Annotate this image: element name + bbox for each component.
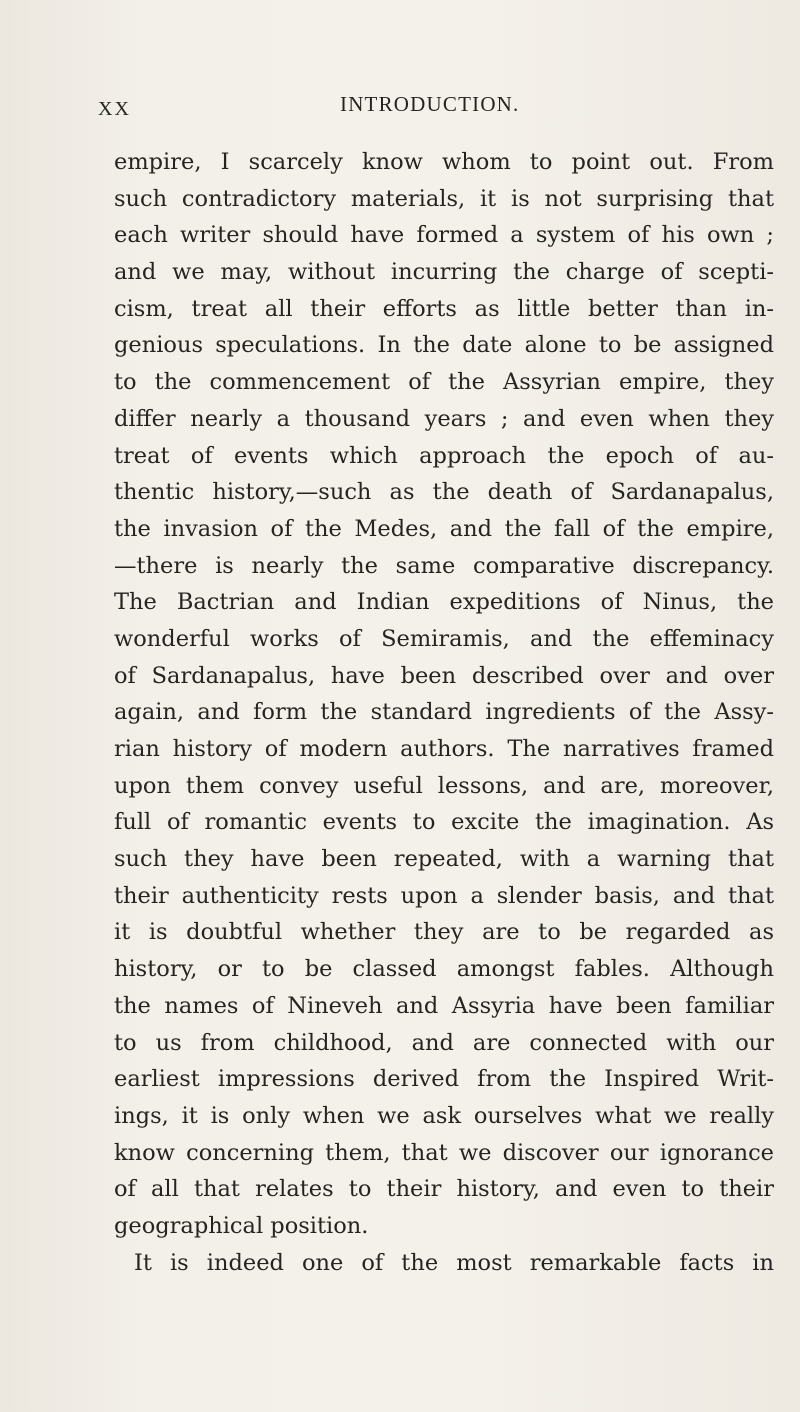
text-line: such they have been repeated, with a warning that [114,846,774,873]
text-line: and we may, without incurring the charge of scepti- [114,259,774,286]
text-line: upon them convey useful lessons, and are, moreover, [114,772,774,799]
text-line: know concerning them, that we discover our ignorance [114,1139,774,1166]
text-line: ings, it is only when we ask ourselves what we really [114,1102,774,1129]
text-line: of all that relates to their history, and even to their [114,1176,774,1203]
text-line: such contradictory materials, it is not surprising that [114,185,774,212]
text-line: thentic history,—such as the death of Sardanapalus, [114,479,774,506]
text-line: geographical position. [114,1212,369,1239]
text-line: history, or to be classed amongst fables. Although [114,956,774,983]
text-line: —there is nearly the same comparative discrepancy. [114,552,774,579]
text-line: genious speculations. In the date alone to be assigned [114,332,774,359]
text-line: the names of Nineveh and Assyria have been familiar [114,992,774,1019]
text-line: The Bactrian and Indian expeditions of Ninus, the [114,589,774,616]
body-text [114,144,774,1281]
text-line: the invasion of the Medes, and the fall of the empire, [114,515,774,542]
text-line: of Sardanapalus, have been described over and over [114,662,774,689]
text-line: again, and form the standard ingredients of the Assy- [114,699,774,726]
text-line: treat of events which approach the epoch of au- [114,442,774,469]
text-line: full of romantic events to excite the imagination. As [114,809,774,836]
running-head: INTRODUCTION. [340,92,520,116]
text-line: earliest impressions derived from the Inspired Writ- [114,1066,774,1093]
text-line: cism, treat all their efforts as little better than in- [114,295,774,322]
text-line: their authenticity rests upon a slender basis, and that [114,882,774,909]
text-line: differ nearly a thousand years ; and even when they [114,405,774,432]
page-header [0,92,800,122]
text-line: to the commencement of the Assyrian empire, they [114,369,774,396]
text-line: rian history of modern authors. The narratives framed [114,736,774,762]
text-line: to us from childhood, and are connected with our [114,1029,774,1056]
text-line: It is indeed one of the most remarkable facts in [134,1249,774,1276]
text-line: it is doubtful whether they are to be regarded as [114,919,774,946]
page-number: XX [98,98,131,120]
text-line: empire, I scarcely know whom to point out. From [114,149,774,175]
text-line: wonderful works of Semiramis, and the effeminacy [114,625,774,652]
text-line: each writer should have formed a system of his own ; [114,222,774,249]
